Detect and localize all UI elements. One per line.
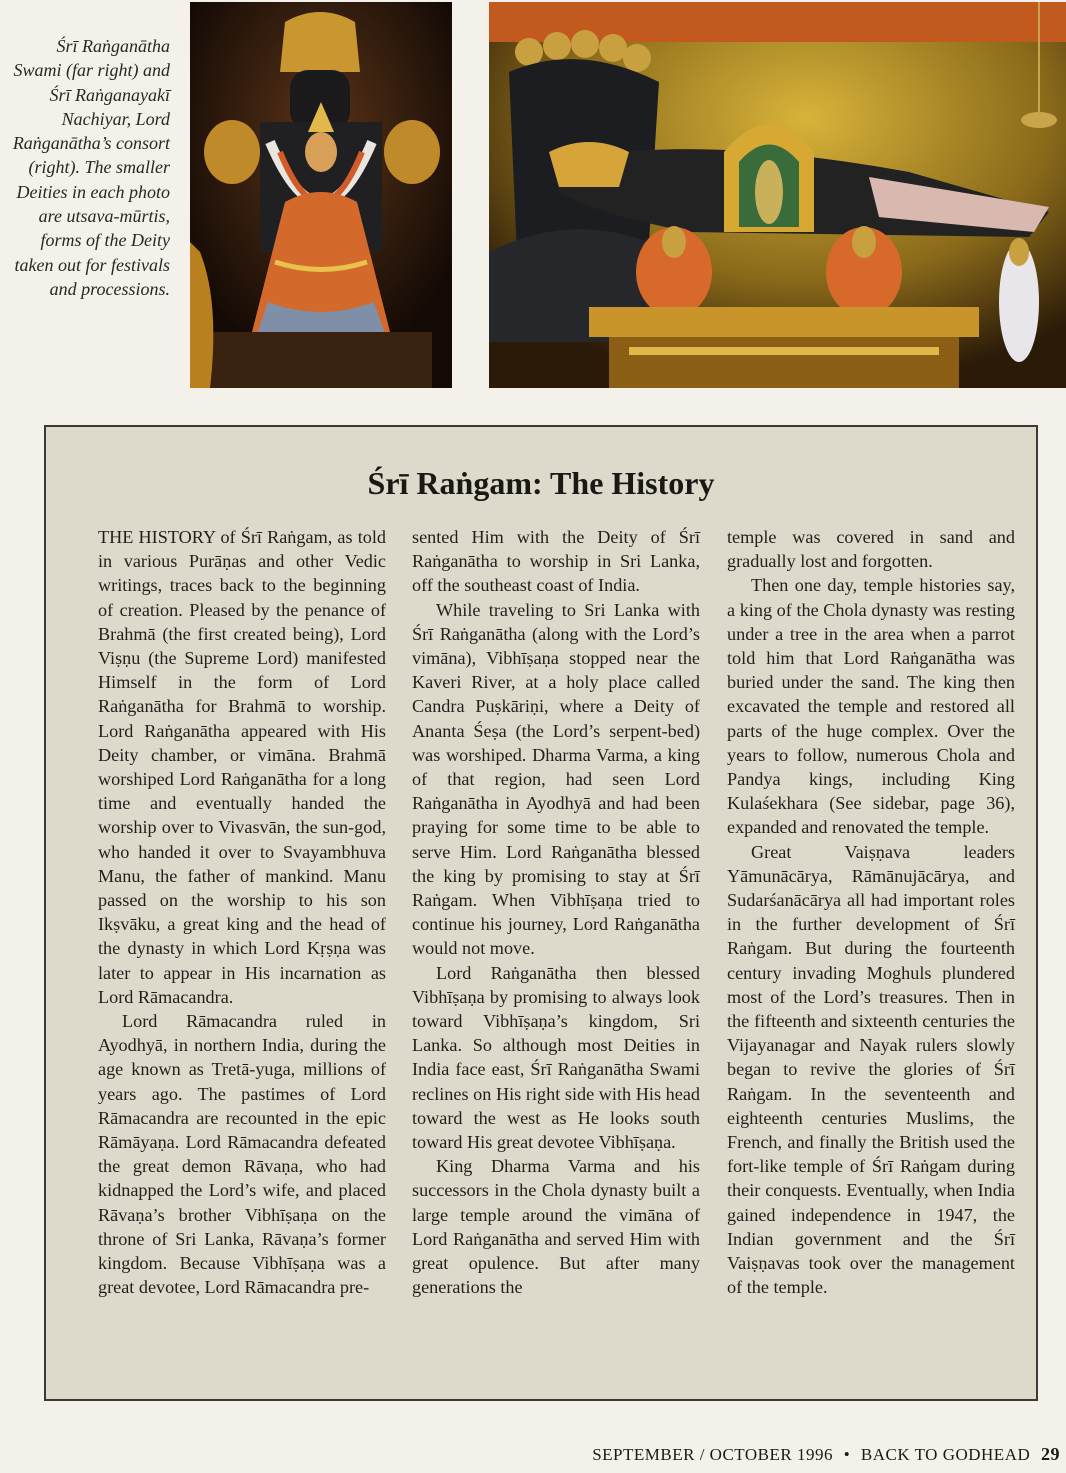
text-column-3 xyxy=(727,525,1015,1300)
paragraph: While traveling to Sri Lanka with Śrī Raṅganātha (along with the Lord’s vimāna), Vibhīṣaṇa stopped near the Kaveri River, at a holy place called Candra Puṣkāriṇi, where a Deity of Ananta Śeṣa (the Lord’s serpent-bed) was worshiped. Dharma Varma, a king of that region, had seen Lord Raṅganātha in Ayodhyā and had been praying for some time to be able to serve Him. Lord Raṅganātha blessed the king by promising to stay at Śrī Raṅgam. When Vibhīṣaṇa tried to continue his journey, Lord Raṅganātha would not move. xyxy=(412,599,700,959)
paragraph: sented Him with the Deity of Śrī Raṅganātha to worship in Sri Lanka, off the southeast coast of India. xyxy=(412,527,700,596)
magazine-name: BACK TO GODHEAD xyxy=(860,1445,1031,1464)
bullet-separator: • xyxy=(843,1445,851,1464)
photo-ranganatha-swami xyxy=(489,2,1066,388)
sidebar-title: Śrī Raṅgam: The History xyxy=(367,465,715,501)
page-footer xyxy=(592,1444,1060,1465)
photo-ranganayaki xyxy=(190,2,452,388)
text-column-1 xyxy=(98,525,386,1300)
paragraph: King Dharma Varma and his successors in the Chola dynasty built a large temple around the vimāna of Lord Raṅganātha and served Him with great opulence. But after many generations the xyxy=(412,1156,700,1298)
photo-caption: Śrī Raṅganātha Swami (far right) and Śrī Raṅganayakī Nachiyar, Lord Raṅganātha’s consort (right). The smaller Deities in each photo are utsava-mūrtis, forms of the Deity taken out for festivals and processions. xyxy=(12,36,170,299)
history-sidebar xyxy=(44,425,1038,1401)
paragraph: Lord Raṅganātha then blessed Vibhīṣaṇa by promising to always look toward Vibhīṣaṇa’s kingdom, Sri Lanka. So although most Deities in India face east, Śrī Raṅganātha Swami reclines on His right side with His head toward the west as He looks south toward His great devotee Vibhīṣaṇa. xyxy=(412,962,700,1153)
paragraph: temple was covered in sand and gradually lost and forgotten. xyxy=(727,527,1015,572)
paragraph: Lord Rāmacandra ruled in Ayodhyā, in northern India, during the age known as Tretā-yuga, millions of years ago. The pastimes of Lord Rāmacandra are recounted in the epic Rāmāyaṇa. Lord Rāmacandra defeated the great demon Rāvaṇa, who had kidnapped the Lord’s wife, and placed Rāvaṇa’s brother Vibhīṣaṇa on the throne of Sri Lanka, Rāvaṇa’s former kingdom. Because Vibhīṣaṇa was a great devotee, Lord Rāmacandra pre- xyxy=(98,1011,386,1298)
text-column-2 xyxy=(412,525,700,1300)
paragraph: Great Vaiṣṇava leaders Yāmunācārya, Rāmānujācārya, and Sudarśanācārya all had important roles in the further development of Śrī Raṅgam. But during the fourteenth century invading Moghuls plundered most of the Lord’s treasures. Then in the fifteenth and sixteenth centuries the Vijayanagar and Nayak rulers slowly began to revive the glories of Śrī Raṅgam. In the seventeenth and eighteenth centuries Muslims, the French, and finally the British used the fort-like temple of Śrī Raṅgam during their conquests. Eventually, when India gained independence in 1947, the Indian government and the Śrī Vaiṣṇavas took over the management of the temple. xyxy=(727,841,1015,1298)
page-number: 29 xyxy=(1041,1444,1060,1464)
paragraph: THE HISTORY of Śrī Raṅgam, as told in various Purāṇas and other Vedic writings, traces back to the beginning of creation. Pleased by the penance of Brahmā (the first created being), Lord Viṣṇu (the Supreme Lord) manifested Himself in the form of Lord Raṅganātha for Brahmā to worship. Lord Raṅganātha appeared with His Deity chamber, or vimāna. Brahmā worshiped Lord Raṅganātha for a long time and eventually handed the worship over to Vivasvān, the sun-god, who handed it over to Svayambhuva Manu, the father of mankind. Manu passed on the worship to his son Ikṣvāku, a great king and the head of the dynasty in which Lord Kṛṣṇa was later to appear in His incarnation as Lord Rāmacandra. xyxy=(98,527,386,1007)
paragraph: Then one day, temple histories say, a king of the Chola dynasty was resting under a tree in the area when a parrot told him that Lord Raṅganātha was buried under the sand. The king then excavated the temple and restored all parts of the huge complex. Over the years to follow, numerous Chola and Pandya kings, including King Kulaśekhara (See sidebar, page 36), expanded and renovated the temple. xyxy=(727,575,1015,838)
issue-date: SEPTEMBER / OCTOBER 1996 xyxy=(592,1445,833,1464)
